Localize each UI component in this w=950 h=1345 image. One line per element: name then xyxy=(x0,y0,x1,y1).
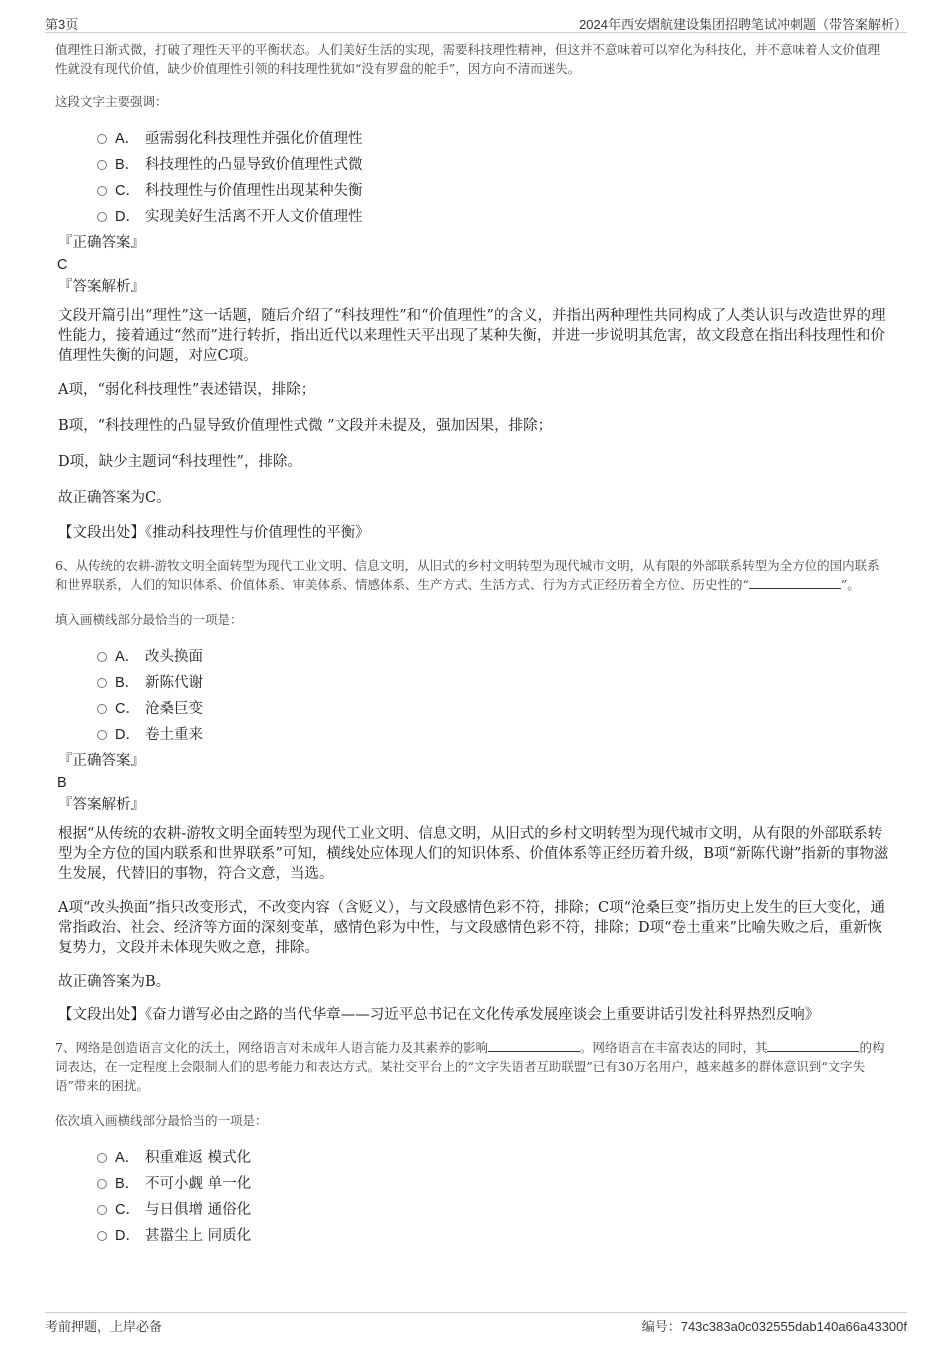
q6-analysis-paragraph: A项“改头换面”指只改变形式，不改变内容（含贬义），与文段感情色彩不符，排除；C项“沧桑巨变”指历史上发生的巨大变化，通常指政治、社会、经济等方面的深刻变革，感情色彩为中性，与文段感情色彩不符，排除；D项“卷土重来”比喻失败之后，重新恢复势力，文段并未体现失败之意，排除。 xyxy=(58,900,885,956)
q5-answer-label: 『正确答案』 xyxy=(58,235,145,251)
option-letter: B． xyxy=(115,156,140,173)
radio-icon[interactable] xyxy=(97,678,107,688)
radio-icon[interactable] xyxy=(97,730,107,740)
document-code xyxy=(642,1316,907,1335)
q5-analysis-label: 『答案解析』 xyxy=(58,279,145,295)
radio-icon[interactable] xyxy=(97,134,107,144)
radio-icon[interactable] xyxy=(97,160,107,170)
option-letter: A． xyxy=(115,130,140,147)
page-footer xyxy=(45,1312,907,1335)
option-text: 亟需弱化科技理性并强化价值理性 xyxy=(145,130,363,147)
q6-option-c[interactable] xyxy=(97,694,890,720)
q6-options xyxy=(97,642,890,746)
option-letter: A． xyxy=(115,648,140,665)
option-text: 不可小觑 单一化 xyxy=(145,1175,252,1192)
option-letter: C． xyxy=(115,700,140,717)
q7-option-c[interactable] xyxy=(97,1195,890,1221)
q5-options xyxy=(97,124,890,228)
option-text: 新陈代谢 xyxy=(145,674,203,691)
footer-slogan: 考前押题，上岸必备 xyxy=(45,1320,163,1335)
option-text: 卷土重来 xyxy=(145,726,203,743)
q6-analysis-paragraph: 故正确答案为B。 xyxy=(58,974,171,990)
answer-blank xyxy=(488,1039,580,1052)
code-value: 743c383a0c032555dab140a66a43300f xyxy=(680,1319,907,1334)
option-letter: C． xyxy=(115,1201,140,1218)
q7-stem-text: 7、网络是创造语言文化的沃土，网络语言对未成年人语言能力及其素养的影响 xyxy=(55,1040,488,1055)
q6-prompt: 填入画横线部分最恰当的一项是： xyxy=(55,612,243,627)
q7-options xyxy=(97,1143,890,1247)
code-label: 编号： xyxy=(641,1320,681,1335)
q7-option-d[interactable] xyxy=(97,1221,890,1247)
q5-answer: C xyxy=(57,257,68,273)
q5-analysis-paragraph: 故正确答案为C。 xyxy=(58,490,171,506)
option-text: 科技理性的凸显导致价值理性式微 xyxy=(145,156,363,173)
q5-passage: 值理性日渐式微，打破了理性天平的平衡状态。人们美好生活的实现，需要科技理性精神，但这并不意味着可以窄化为科技化，并不意味着人文价值理性就没有现代价值，缺少价值理性引领的科技理性犹如“没有罗盘的舵手”，因方向不清而迷失。 xyxy=(55,42,881,76)
q6-analysis-paragraph: 根据“从传统的农耕-游牧文明全面转型为现代工业文明、信息文明，从旧式的乡村文明转型为现代城市文明，从有限的外部联系转型为全方位的国内联系和世界联系”可知，横线处应体现人们的知识体系、价值体系等正经历着升级，B项“新陈代谢”指新的事物滋生发展，代替旧的事物，符合文意，当选。 xyxy=(58,826,889,882)
q6-stem xyxy=(55,556,890,594)
option-text: 实现美好生活离不开人文价值理性 xyxy=(145,208,363,225)
page-number: 第3页 xyxy=(45,17,79,32)
q5-option-d[interactable] xyxy=(97,202,890,228)
option-text: 科技理性与价值理性出现某种失衡 xyxy=(145,182,363,199)
option-letter: D． xyxy=(115,208,140,225)
radio-icon[interactable] xyxy=(97,212,107,222)
option-text: 积重难返 模式化 xyxy=(145,1149,252,1166)
q5-analysis-paragraph: 文段开篇引出“理性”这一话题，随后介绍了“科技理性”和“价值理性”的含义，并指出两种理性共同构成了人类认识与改造世界的理性能力，接着通过“然而”进行转折，指出近代以来理性天平出现了某种失衡，并进一步说明其危害，故文段意在指出科技理性和价值理性失衡的问题，对应C项。 xyxy=(58,308,886,364)
q6-option-d[interactable] xyxy=(97,720,890,746)
q6-stem-text: 6、从传统的农耕-游牧文明全面转型为现代工业文明、信息文明，从旧式的乡村文明转型为现代城市文明，从有限的外部联系转型为全方位的国内联系和世界联系，人们的知识体系、价值体系、审美体系、情感体系、生产方式、生活方式、行为方式正经历着全方位、历史性的“ xyxy=(55,558,880,592)
radio-icon[interactable] xyxy=(97,652,107,662)
radio-icon[interactable] xyxy=(97,1179,107,1189)
q5-analysis-paragraph: B项，“科技理性的凸显导致价值理性式微 ”文段并未提及，强加因果，排除； xyxy=(58,418,553,434)
q5-source: 【文段出处】《推动科技理性与价值理性的平衡》 xyxy=(58,525,370,541)
option-letter: A． xyxy=(115,1149,140,1166)
answer-blank xyxy=(767,1039,859,1052)
document-title: 2024年西安熠航建设集团招聘笔试冲刺题（带答案解析） xyxy=(579,17,907,32)
q7-stem-text: 的构词表达，在一定程度上会限制人们的思考能力和表达方式。某社交平台上的“文字失语者互助联盟”已有30万名用户，越来越多的群体意识到“文字失语”带来的困扰。 xyxy=(55,1040,885,1093)
q6-option-a[interactable] xyxy=(97,642,890,668)
radio-icon[interactable] xyxy=(97,186,107,196)
q6-answer: B xyxy=(57,775,67,791)
option-letter: C． xyxy=(115,182,140,199)
option-text: 沧桑巨变 xyxy=(145,700,203,717)
q5-option-c[interactable] xyxy=(97,176,890,202)
option-text: 改头换面 xyxy=(145,648,203,665)
q7-stem-text: 。网络语言在丰富表达的同时，其 xyxy=(579,1040,768,1055)
q6-option-b[interactable] xyxy=(97,668,890,694)
option-letter: B． xyxy=(115,1175,140,1192)
q7-stem xyxy=(55,1038,890,1095)
q6-source: 【文段出处】《奋力谱写必由之路的当代华章——习近平总书记在文化传承发展座谈会上重要讲话引发社科界热烈反响》 xyxy=(58,1007,820,1023)
radio-icon[interactable] xyxy=(97,704,107,714)
option-text: 与日俱增 通俗化 xyxy=(145,1201,252,1218)
option-text: 甚嚣尘上 同质化 xyxy=(145,1227,252,1244)
option-letter: D． xyxy=(115,1227,140,1244)
radio-icon[interactable] xyxy=(97,1205,107,1215)
q5-analysis-paragraph: D项，缺少主题词“科技理性”，排除。 xyxy=(58,454,302,470)
q6-answer-label: 『正确答案』 xyxy=(58,753,145,769)
q5-option-a[interactable] xyxy=(97,124,890,150)
q5-analysis-paragraph: A项，“弱化科技理性”表述错误，排除； xyxy=(58,382,316,398)
radio-icon[interactable] xyxy=(97,1153,107,1163)
q6-stem-end: ”。 xyxy=(840,577,860,592)
q6-analysis-label: 『答案解析』 xyxy=(58,797,145,813)
q7-prompt: 依次填入画横线部分最恰当的一项是： xyxy=(55,1113,268,1128)
option-letter: D． xyxy=(115,726,140,743)
radio-icon[interactable] xyxy=(97,1231,107,1241)
q7-option-b[interactable] xyxy=(97,1169,890,1195)
answer-blank xyxy=(749,576,841,589)
option-letter: B． xyxy=(115,674,140,691)
page-header xyxy=(45,10,907,33)
q5-prompt: 这段文字主要强调： xyxy=(55,94,168,109)
page-content xyxy=(55,40,890,1247)
q5-option-b[interactable] xyxy=(97,150,890,176)
q7-option-a[interactable] xyxy=(97,1143,890,1169)
